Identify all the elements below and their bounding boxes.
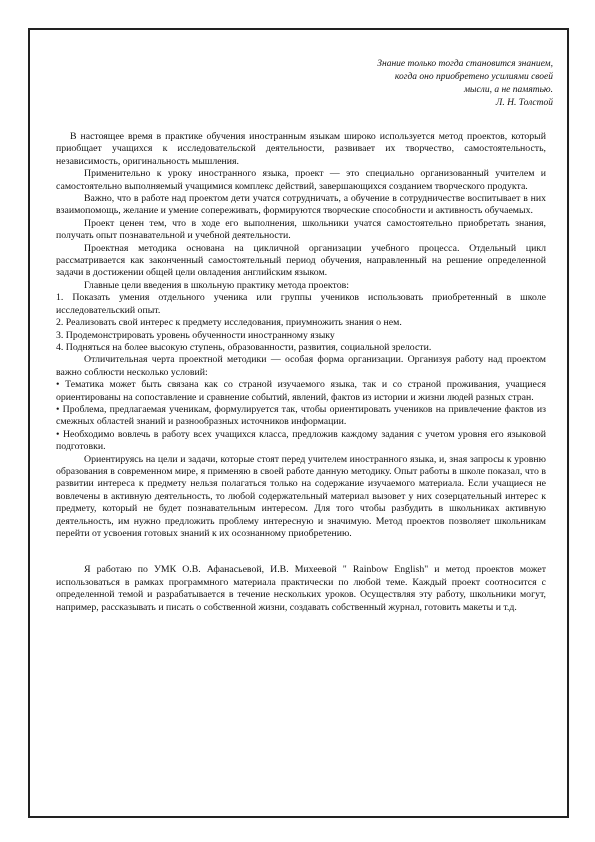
document-body — [56, 131, 546, 614]
paragraph: Проектная методика основана на цикличной организации учебного процесса. Отдельный цикл рассматривается как законченный самостоятельный период обучения, направленный на решение определенной задачи в достижении общей цели овладения английским языком. — [56, 242, 546, 279]
epigraph-line: когда оно приобретено усилиями своей — [394, 72, 553, 82]
paragraph: Применительно к уроку иностранного языка, проект — это специально организованный учителем и самостоятельно выполняемый учащимися комплекс действий, завершающихся созданием творческого продукта. — [56, 168, 546, 192]
bullet-item: • Необходимо вовлечь в работу всех учащихся класса, предложив каждому задания с учетом уровня его языковой подготовки. — [56, 428, 546, 453]
list-item: 1. Показать умения отдельного ученика или группы учеников использовать приобретенный в школе исследовательский опыт. — [56, 292, 546, 316]
paragraph: Важно, что в работе над проектом дети учатся сотрудничать, а обучение в сотрудничестве воспитывает в них взаимопомощь, желание и умение сопереживать, формируются творческие способности и активность обучаемых. — [56, 193, 546, 217]
list-item: 2. Реализовать свой интерес к предмету исследования, приумножить знания о нем. — [56, 317, 402, 329]
paragraph: Я работаю по УМК О.В. Афанасьевой, И.В. Михеевой " Rainbow English" и метод проектов может использоваться в рамках программного материала практически по любой теме. Каждый проект соотносится с определенной темой и разрабатывается в течение нескольких уроков. Осуществляя эту работу, школьники могут, например, рассказывать и писать о собственной жизни, создавать собственный журнал, готовить макеты и т.д. — [56, 564, 546, 613]
paragraph: Отличительная черта проектной методики — особая форма организации. Организуя работу над проектом важно соблюсти несколько условий: — [56, 354, 546, 378]
list-item: 3. Продемонстрировать уровень обученности иностранному языку — [56, 329, 335, 341]
paragraph: Проект ценен тем, что в ходе его выполнения, школьники учатся самостоятельно приобретать знания, получать опыт познавательной и учебной деятельности. — [56, 217, 546, 242]
paragraph: Ориентируясь на цели и задачи, которые стоят перед учителем иностранного языка, и, зная запросы к уровню образования в современном мире, я применяю в своей работе данную методику. Опыт работы в школе показал, что в развитии интереса к предмету нельзя полагаться только на содержание изучаемого материала. Если учащиеся не вовлечены в активную деятельность, то любой содержательный материал вызовет у них созерцательный интерес к предмету, который не будет познавательным интересом. Для того чтобы разбудить в школьниках активную деятельность, им нужно предложить проблему интересную и значимую. Метод проектов позволяет школьникам перейти от усвоения готовых знаний к их осознанному приобретению. — [56, 453, 546, 539]
bullet-item: • Тематика может быть связана как со страной изучаемого языка, так и со страной проживания, учащиеся ориентированы на сопоставление и сравнение событий, явлений, фактов из истории и жизни людей разных стран. — [56, 379, 546, 403]
paragraph-spacer — [56, 540, 546, 564]
epigraph-author: Л. Н. Толстой — [495, 98, 553, 108]
paragraph-intro: В настоящее время в практике обучения иностранным языкам широко используется метод проектов, который приобщает учащихся к исследовательской деятельности, развивает их творчество, самостоятельность, независимость, оригинальность мышления. — [56, 131, 546, 167]
epigraph — [253, 58, 553, 110]
epigraph-line: Знание только тогда становится знанием, — [377, 59, 553, 69]
epigraph-line: мысли, а не памятью. — [463, 85, 553, 95]
paragraph: Главные цели введения в школьную практику метода проектов: — [84, 279, 349, 291]
bullet-item: • Проблема, предлагаемая ученикам, формулируется так, чтобы ориентировать учеников на привлечение фактов из смежных областей знаний и разнообразных источников информации. — [56, 403, 546, 428]
list-item: 4. Подняться на более высокую ступень, образованности, развития, социальной зрелости. — [56, 341, 432, 353]
